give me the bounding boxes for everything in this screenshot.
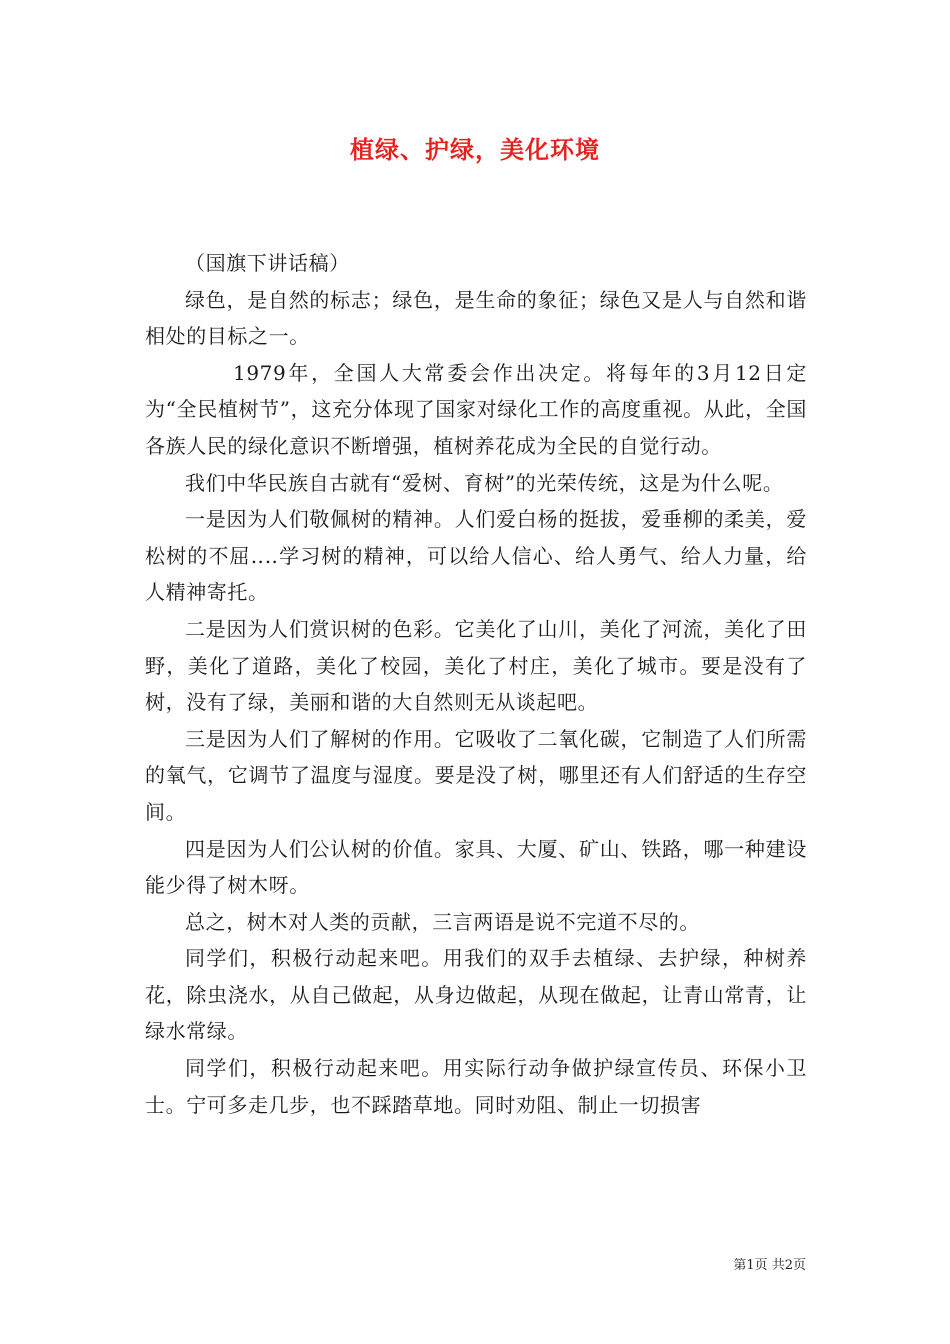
page-number: 第1页 共2页 — [733, 1258, 806, 1273]
paragraph-3: 我们中华民族自古就有“爱树、育树”的光荣传统，这是为什么呢。 — [185, 470, 784, 495]
paragraph-7: 四是因为人们公认树的价值。家具、大厦、矿山、铁路，哪一种建设能少得了树木呀。 — [145, 836, 807, 898]
document-title: 植绿、护绿，美化环境 — [350, 135, 600, 164]
paragraph-2: 1979年，全国人大常委会作出决定。将每年的3月12日定为“全民植树节”，这充分体现了国家对绿化工作的高度重视。从此，全国各族人民的绿化意识不断增强，植树养花成为全民的自觉行动。 — [145, 360, 807, 458]
paragraph-4: 一是因为人们敬佩树的精神。人们爱白杨的挺拔，爱垂柳的柔美，爱松树的不屈‥‥学习树的精神，可以给人信心、给人勇气、给人力量，给人精神寄托。 — [145, 507, 807, 605]
paragraph-1: 绿色，是自然的标志；绿色，是生命的象征；绿色又是人与自然和谐相处的目标之一。 — [145, 287, 807, 349]
paragraph-8: 总之，树木对人类的贡献，三言两语是说不完道不尽的。 — [185, 909, 700, 934]
paragraph-subtitle: （国旗下讲话稿） — [185, 251, 350, 275]
document-body — [145, 245, 807, 1123]
paragraph-6: 三是因为人们了解树的作用。它吸收了二氧化碳，它制造了人们所需的氧气，它调节了温度与湿度。要是没了树，哪里还有人们舒适的生存空间。 — [145, 726, 807, 824]
paragraph-5: 二是因为人们赏识树的色彩。它美化了山川，美化了河流，美化了田野，美化了道路，美化了校园，美化了村庄，美化了城市。要是没有了树，没有了绿，美丽和谐的大自然则无从谈起吧。 — [145, 616, 807, 715]
paragraph-10: 同学们，积极行动起来吧。用实际行动争做护绿宣传员、环保小卫士。宁可多走几步，也不踩踏草地。同时劝阻、制止一切损害 — [145, 1056, 807, 1117]
paragraph-9: 同学们，积极行动起来吧。用我们的双手去植绿、去护绿，种树养花，除虫浇水，从自己做起，从身边做起，从现在做起，让青山常青，让绿水常绿。 — [145, 946, 807, 1044]
